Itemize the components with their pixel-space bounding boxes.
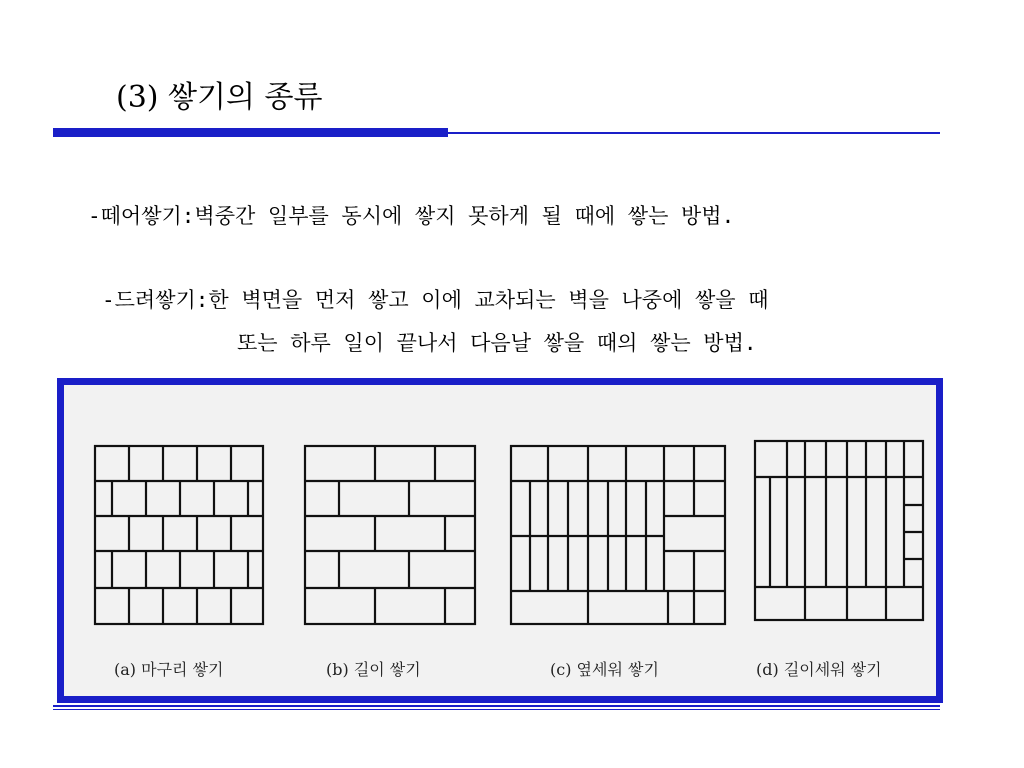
brick-patterns-drawing (64, 385, 936, 696)
bullet-toothing-stacking-continued: 또는 하루 일이 끝나서 다음날 쌓을 때의 쌓는 방법. (237, 331, 757, 355)
caption-stretcher-bond: (b) 길이 쌓기 (326, 660, 421, 679)
slide-title: (3) 쌓기의 종류 (116, 80, 323, 115)
caption-rowlock-bond: (c) 옆세워 쌓기 (550, 660, 659, 679)
title-underline-thick (53, 128, 448, 137)
brick-bond-figure (57, 378, 943, 703)
caption-header-bond: (a) 마구리 쌓기 (114, 660, 224, 679)
bullet-tearing-stacking: -떼어쌓기:벽중간 일부를 동시에 쌓지 못하게 될 때에 쌓는 방법. (88, 204, 735, 228)
footer-rule-thin (53, 709, 940, 710)
caption-soldier-bond: (d) 길이세워 쌓기 (756, 660, 882, 679)
title-underline-thin (448, 132, 940, 134)
stretcher-bond-drawing (305, 446, 475, 624)
rowlock-bond-drawing (511, 446, 725, 624)
footer-rule (53, 705, 940, 707)
header-bond-drawing (95, 446, 263, 624)
soldier-bond-drawing (755, 441, 923, 620)
bullet-toothing-stacking: -드려쌓기:한 벽면을 먼저 쌓고 이에 교차되는 벽을 나중에 쌓을 때 (102, 288, 769, 312)
